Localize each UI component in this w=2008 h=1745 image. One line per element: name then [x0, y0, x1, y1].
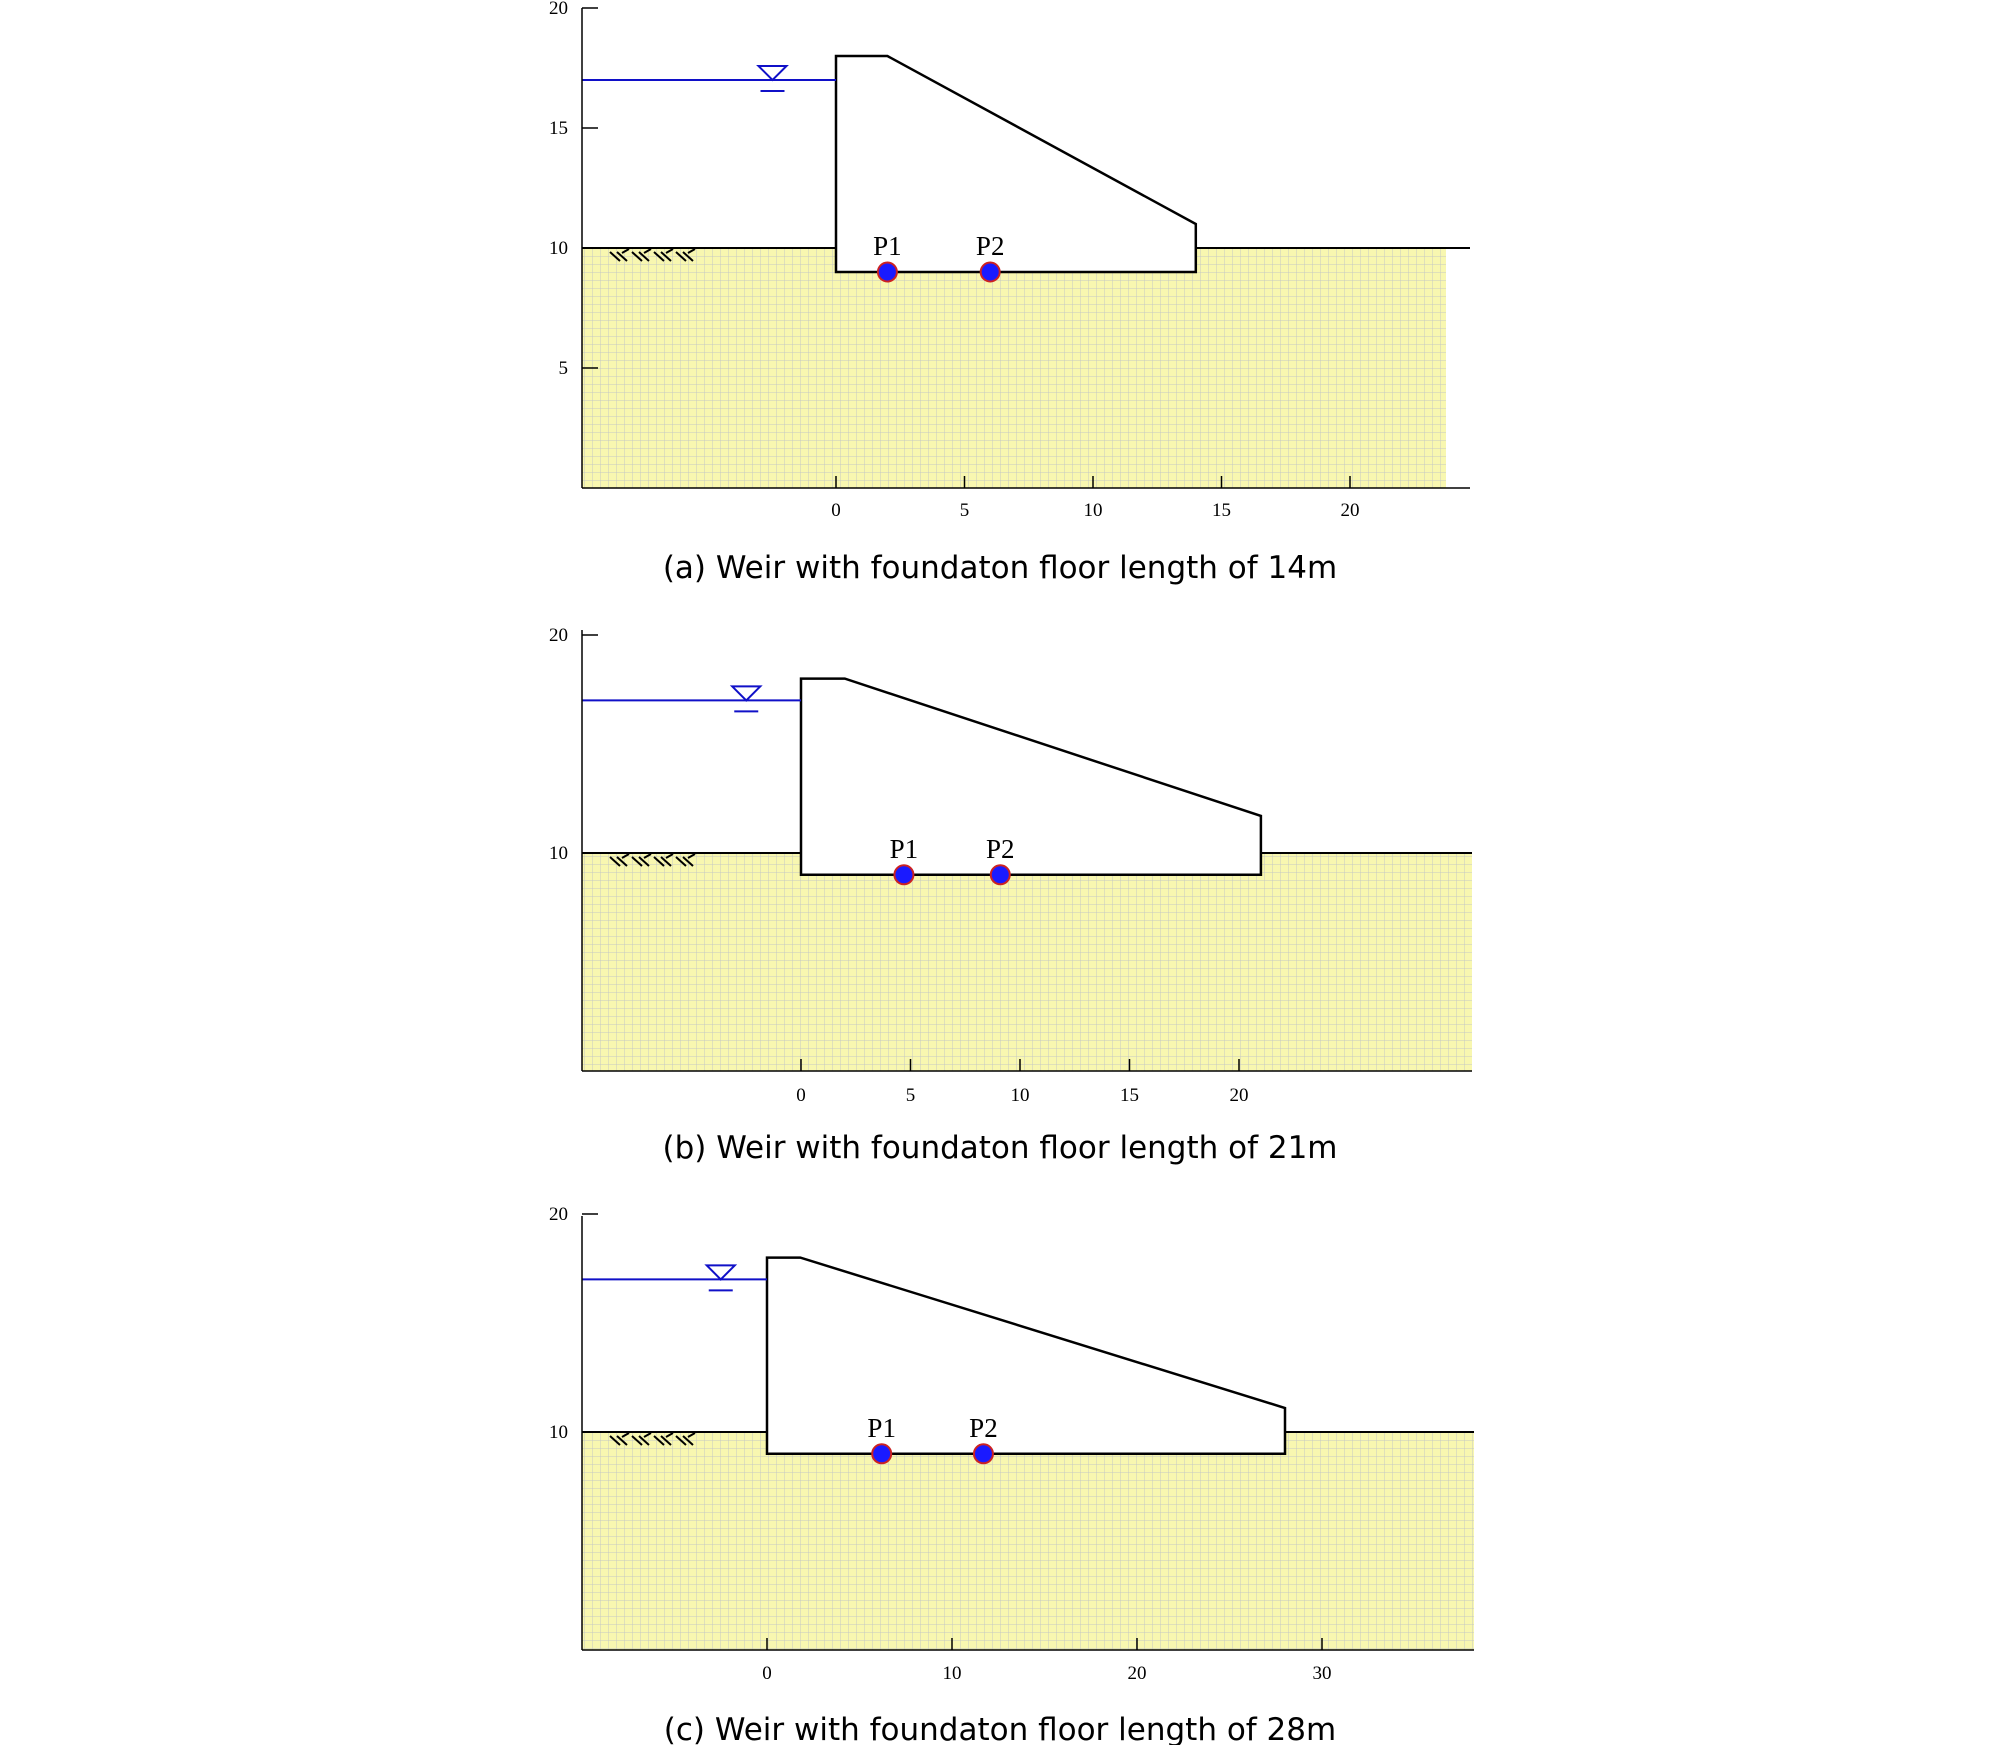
point-label: P2: [986, 833, 1015, 864]
x-tick-label: 10: [1010, 1085, 1030, 1106]
point-label: P1: [889, 833, 919, 864]
x-tick-label: 5: [959, 500, 970, 521]
weir-body: [801, 679, 1261, 875]
monitoring-point-p2: [981, 263, 1000, 282]
panel-caption: (b) Weir with foundaton floor length of 21m: [662, 1130, 1338, 1166]
y-tick-label: 10: [549, 1422, 568, 1443]
weir-body: [767, 1258, 1285, 1454]
point-label: P2: [969, 1412, 998, 1443]
y-tick-label: 10: [549, 843, 568, 864]
y-tick-label: 15: [549, 118, 568, 139]
monitoring-point-p1: [872, 1444, 891, 1463]
water-level-icon: [707, 1265, 735, 1279]
point-label: P2: [975, 231, 1005, 261]
x-tick-label: 10: [942, 1663, 962, 1684]
y-tick-label: 20: [549, 625, 568, 646]
x-tick-label: 0: [831, 500, 841, 521]
x-tick-label: 0: [762, 1663, 772, 1684]
monitoring-point-p2: [974, 1444, 993, 1463]
x-tick-label: 10: [1083, 500, 1103, 521]
y-tick-label: 5: [558, 358, 568, 379]
x-tick-label: 30: [1312, 1663, 1332, 1684]
monitoring-point-p1: [894, 865, 913, 884]
point-label: P1: [873, 231, 902, 261]
soil-mesh: [582, 853, 1472, 1071]
x-tick-label: 20: [1340, 500, 1360, 521]
panel-c: [549, 1204, 1474, 1745]
y-tick-label: 20: [549, 1204, 568, 1225]
y-tick-label: 10: [549, 238, 568, 259]
x-tick-label: 15: [1212, 500, 1231, 521]
monitoring-point-p2: [991, 865, 1010, 884]
soil-mesh: [582, 1432, 1474, 1650]
panel-caption: (a) Weir with foundaton floor length of 14m: [662, 550, 1338, 586]
water-level-icon: [759, 66, 787, 80]
y-tick-label: 20: [549, 0, 568, 19]
panel-b: [549, 625, 1472, 1166]
x-tick-label: 15: [1120, 1085, 1139, 1106]
soil-mesh: [582, 248, 1446, 488]
x-tick-label: 0: [796, 1085, 806, 1106]
panel-a: [549, 0, 1470, 586]
panel-caption: (c) Weir with foundaton floor length of 28m: [663, 1712, 1337, 1745]
water-level-icon: [732, 686, 760, 700]
monitoring-point-p1: [878, 263, 897, 282]
x-tick-label: 20: [1127, 1663, 1147, 1684]
x-tick-label: 5: [905, 1085, 916, 1106]
point-label: P1: [867, 1412, 896, 1443]
x-tick-label: 20: [1229, 1085, 1249, 1106]
